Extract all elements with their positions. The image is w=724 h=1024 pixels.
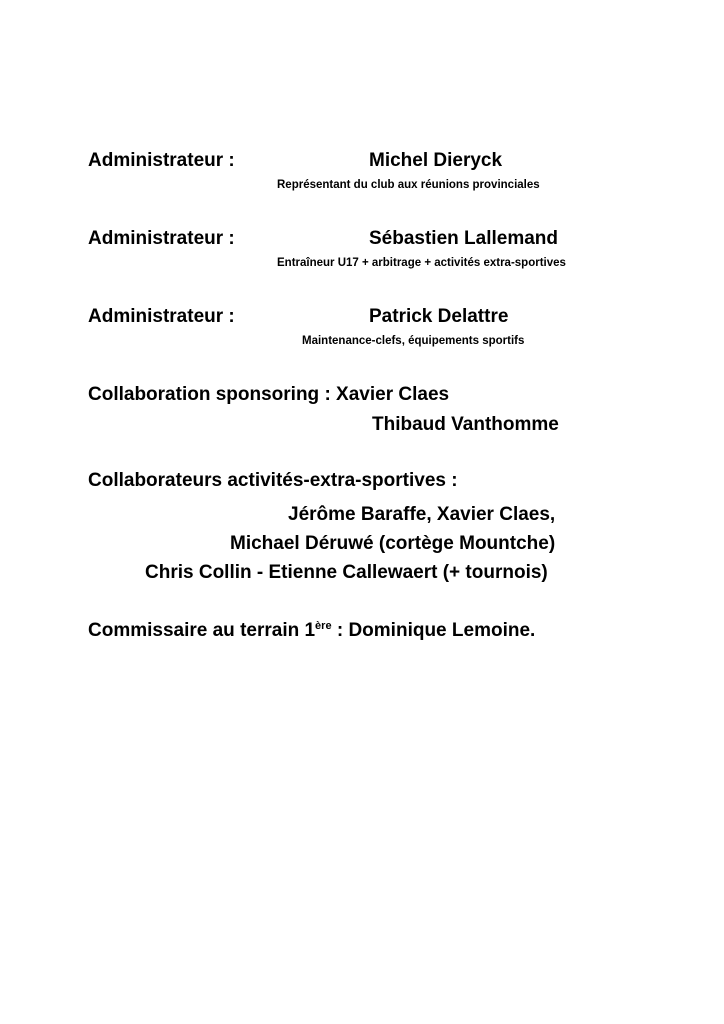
member-description-2: Entraîneur U17 + arbitrage + activités extra-sportives	[277, 257, 566, 269]
sponsoring-line: Collaboration sponsoring : Xavier Claes	[88, 384, 450, 405]
member-description-1: Représentant du club aux réunions provinciales	[277, 179, 540, 191]
commissaire-superscript: ère	[315, 620, 332, 632]
commissaire-line	[88, 620, 535, 642]
role-label-2: Administrateur :	[88, 228, 235, 249]
commissaire-prefix: Commissaire au terrain 1	[88, 620, 316, 641]
role-label-3: Administrateur :	[88, 306, 235, 327]
member-name-2: Sébastien Lallemand	[369, 228, 559, 249]
extra-sportives-line-3: Chris Collin - Etienne Callewaert (+ tournois)	[145, 562, 548, 583]
member-name-1: Michel Dieryck	[369, 150, 503, 171]
sponsoring-second-name: Thibaud Vanthomme	[372, 414, 559, 435]
member-name-3: Patrick Delattre	[369, 306, 509, 327]
extra-sportives-heading: Collaborateurs activités-extra-sportives :	[88, 470, 458, 491]
commissaire-suffix: : Dominique Lemoine.	[331, 620, 536, 641]
extra-sportives-line-2: Michael Déruwé (cortège Mountche)	[230, 533, 556, 554]
extra-sportives-line-1: Jérôme Baraffe, Xavier Claes,	[288, 504, 556, 525]
member-description-3: Maintenance-clefs, équipements sportifs	[302, 335, 525, 347]
role-label-1: Administrateur :	[88, 150, 235, 171]
